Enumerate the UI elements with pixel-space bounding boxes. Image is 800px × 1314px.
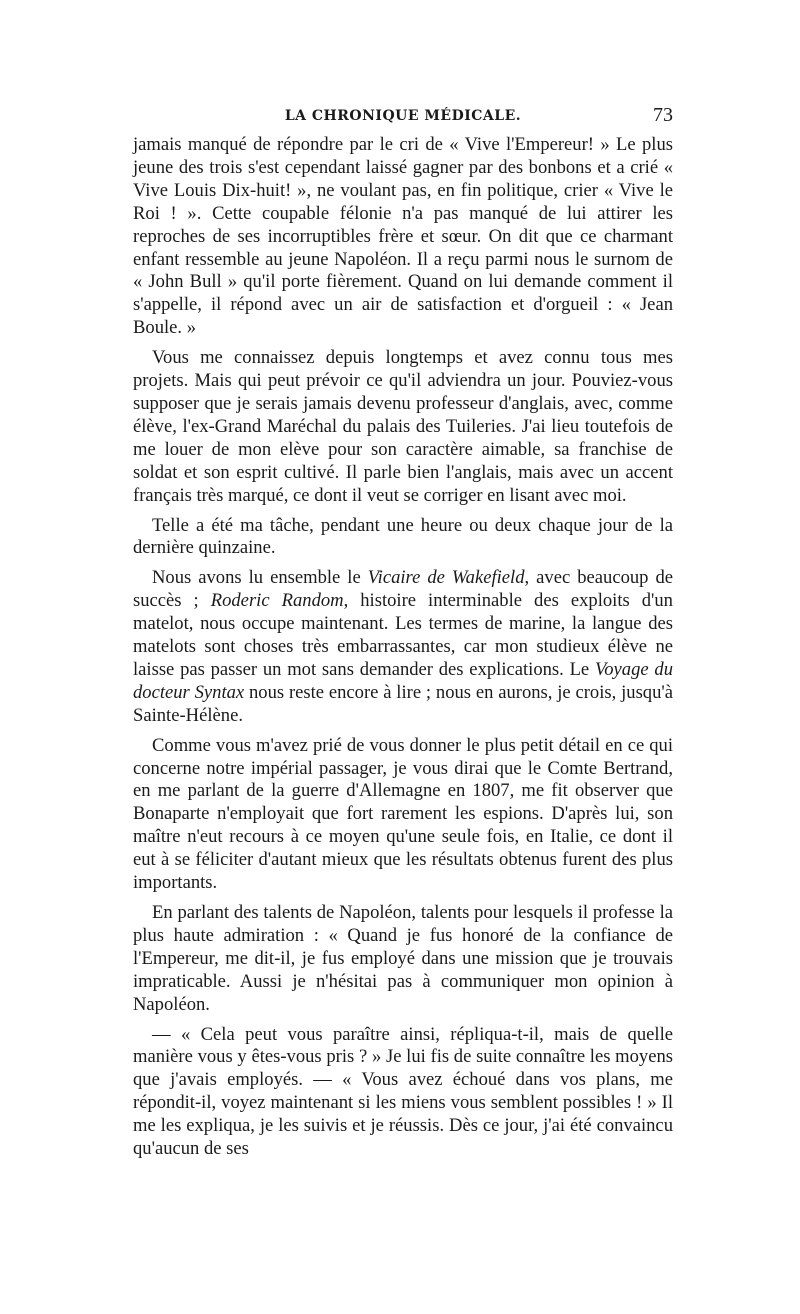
- paragraph-1: jamais manqué de répondre par le cri de « Vive l'Empereur! » Le plus jeune des trois s'est cependant laissé gagner par des bonbons et a crié « Vive Louis Dix-huit! », ne voulant pas, en fin politique, crier « Vive le Roi ! ». Cette coupable félonie n'a pas manqué de lui attirer les reproches de ses incorruptibles frère et sœur. On dit que ce charmant enfant ressemble au jeune Napoléon. Il a reçu parmi nous le surnom de « John Bull » qu'il porte fièrement. Quand on lui demande comment il s'appelle, il répond avec un air de satisfaction et d'orgueil : « Jean Boule. »: [133, 134, 673, 339]
- book-title-vicaire: Vicaire de Wakefield: [367, 567, 525, 589]
- running-head: [133, 100, 673, 134]
- book-title-syntax: Voyage du docteur Syntax: [133, 658, 674, 703]
- paragraph-2: Vous me connaissez depuis longtemps et avez connu tous mes projets. Mais qui peut prévoir ce qu'il adviendra un jour. Pouviez-vous supposer que je serais jamais devenu professeur d'anglais, avec, comme élève, l'ex-Grand Maréchal du palais des Tuileries. J'ai lieu toutefois de me louer de mon elève pour son caractère aimable, sa franchise de soldat et son esprit cultivé. Il parle bien l'anglais, mais avec un accent français très marqué, ce dont il veut se corriger en lisant avec moi.: [133, 347, 673, 506]
- page-number: 73: [653, 104, 673, 126]
- paragraph-4-text-a: Nous avons lu ensemble le: [152, 567, 368, 589]
- paragraph-4-text-d: nous reste encore à lire ; nous en aurons, je crois, jusqu'à Sainte-Hélène.: [133, 681, 673, 726]
- paragraph-3: Telle a été ma tâche, pendant une heure ou deux chaque jour de la dernière quinzaine.: [133, 514, 673, 559]
- body-text: [133, 134, 673, 1161]
- paragraph-6: En parlant des talents de Napoléon, talents pour lesquels il professe la plus haute admiration : « Quand je fus honoré de la confiance de l'Empereur, me dit-il, je fus employé dans une mission que je trouvais impraticable. Aussi je n'hésitai pas à communiquer mon opinion à Napoléon.: [133, 902, 673, 1015]
- paragraph-5: Comme vous m'avez prié de vous donner le plus petit détail en ce qui concerne notre impérial passager, je vous dirai que le Comte Bertrand, en me parlant de la guerre d'Allemagne en 1807, me fit observer que Bonaparte n'employait que fort rarement les espions. D'après lui, son maître n'eut recours à ce moyen qu'une seule fois, en Italie, ce dont il eut à se féliciter d'autant mieux que les résultats obtenus furent des plus importants.: [133, 734, 673, 894]
- book-title-roderic: Roderic Random: [210, 590, 344, 612]
- paragraph-4-text-b: , avec beaucoup de succès ;: [133, 567, 673, 612]
- paragraph-4-text-c: , histoire interminable des exploits d'un matelot, nous occupe maintenant. Les termes de marine, la langue des matelots sont choses très embarrassantes, car mon studieux élève ne laisse pas passer un mot sans demander des explications. Le: [133, 590, 673, 680]
- running-title: LA CHRONIQUE MÉDICALE.: [284, 108, 522, 124]
- paragraph-7: — « Cela peut vous paraître ainsi, répliqua-t-il, mais de quelle manière vous y êtes-vous pris ? » Je lui fis de suite connaître les moyens que j'avais employés. — « Vous avez échoué dans vos plans, me répondit-il, voyez maintenant si les miens vous semblent possibles ! » Il me les expliqua, je les suivis et je réussis. Dès ce jour, j'ai été convaincu qu'aucun de ses: [133, 1023, 673, 1160]
- paragraph-4: [133, 567, 673, 727]
- document-page: [133, 100, 673, 1168]
